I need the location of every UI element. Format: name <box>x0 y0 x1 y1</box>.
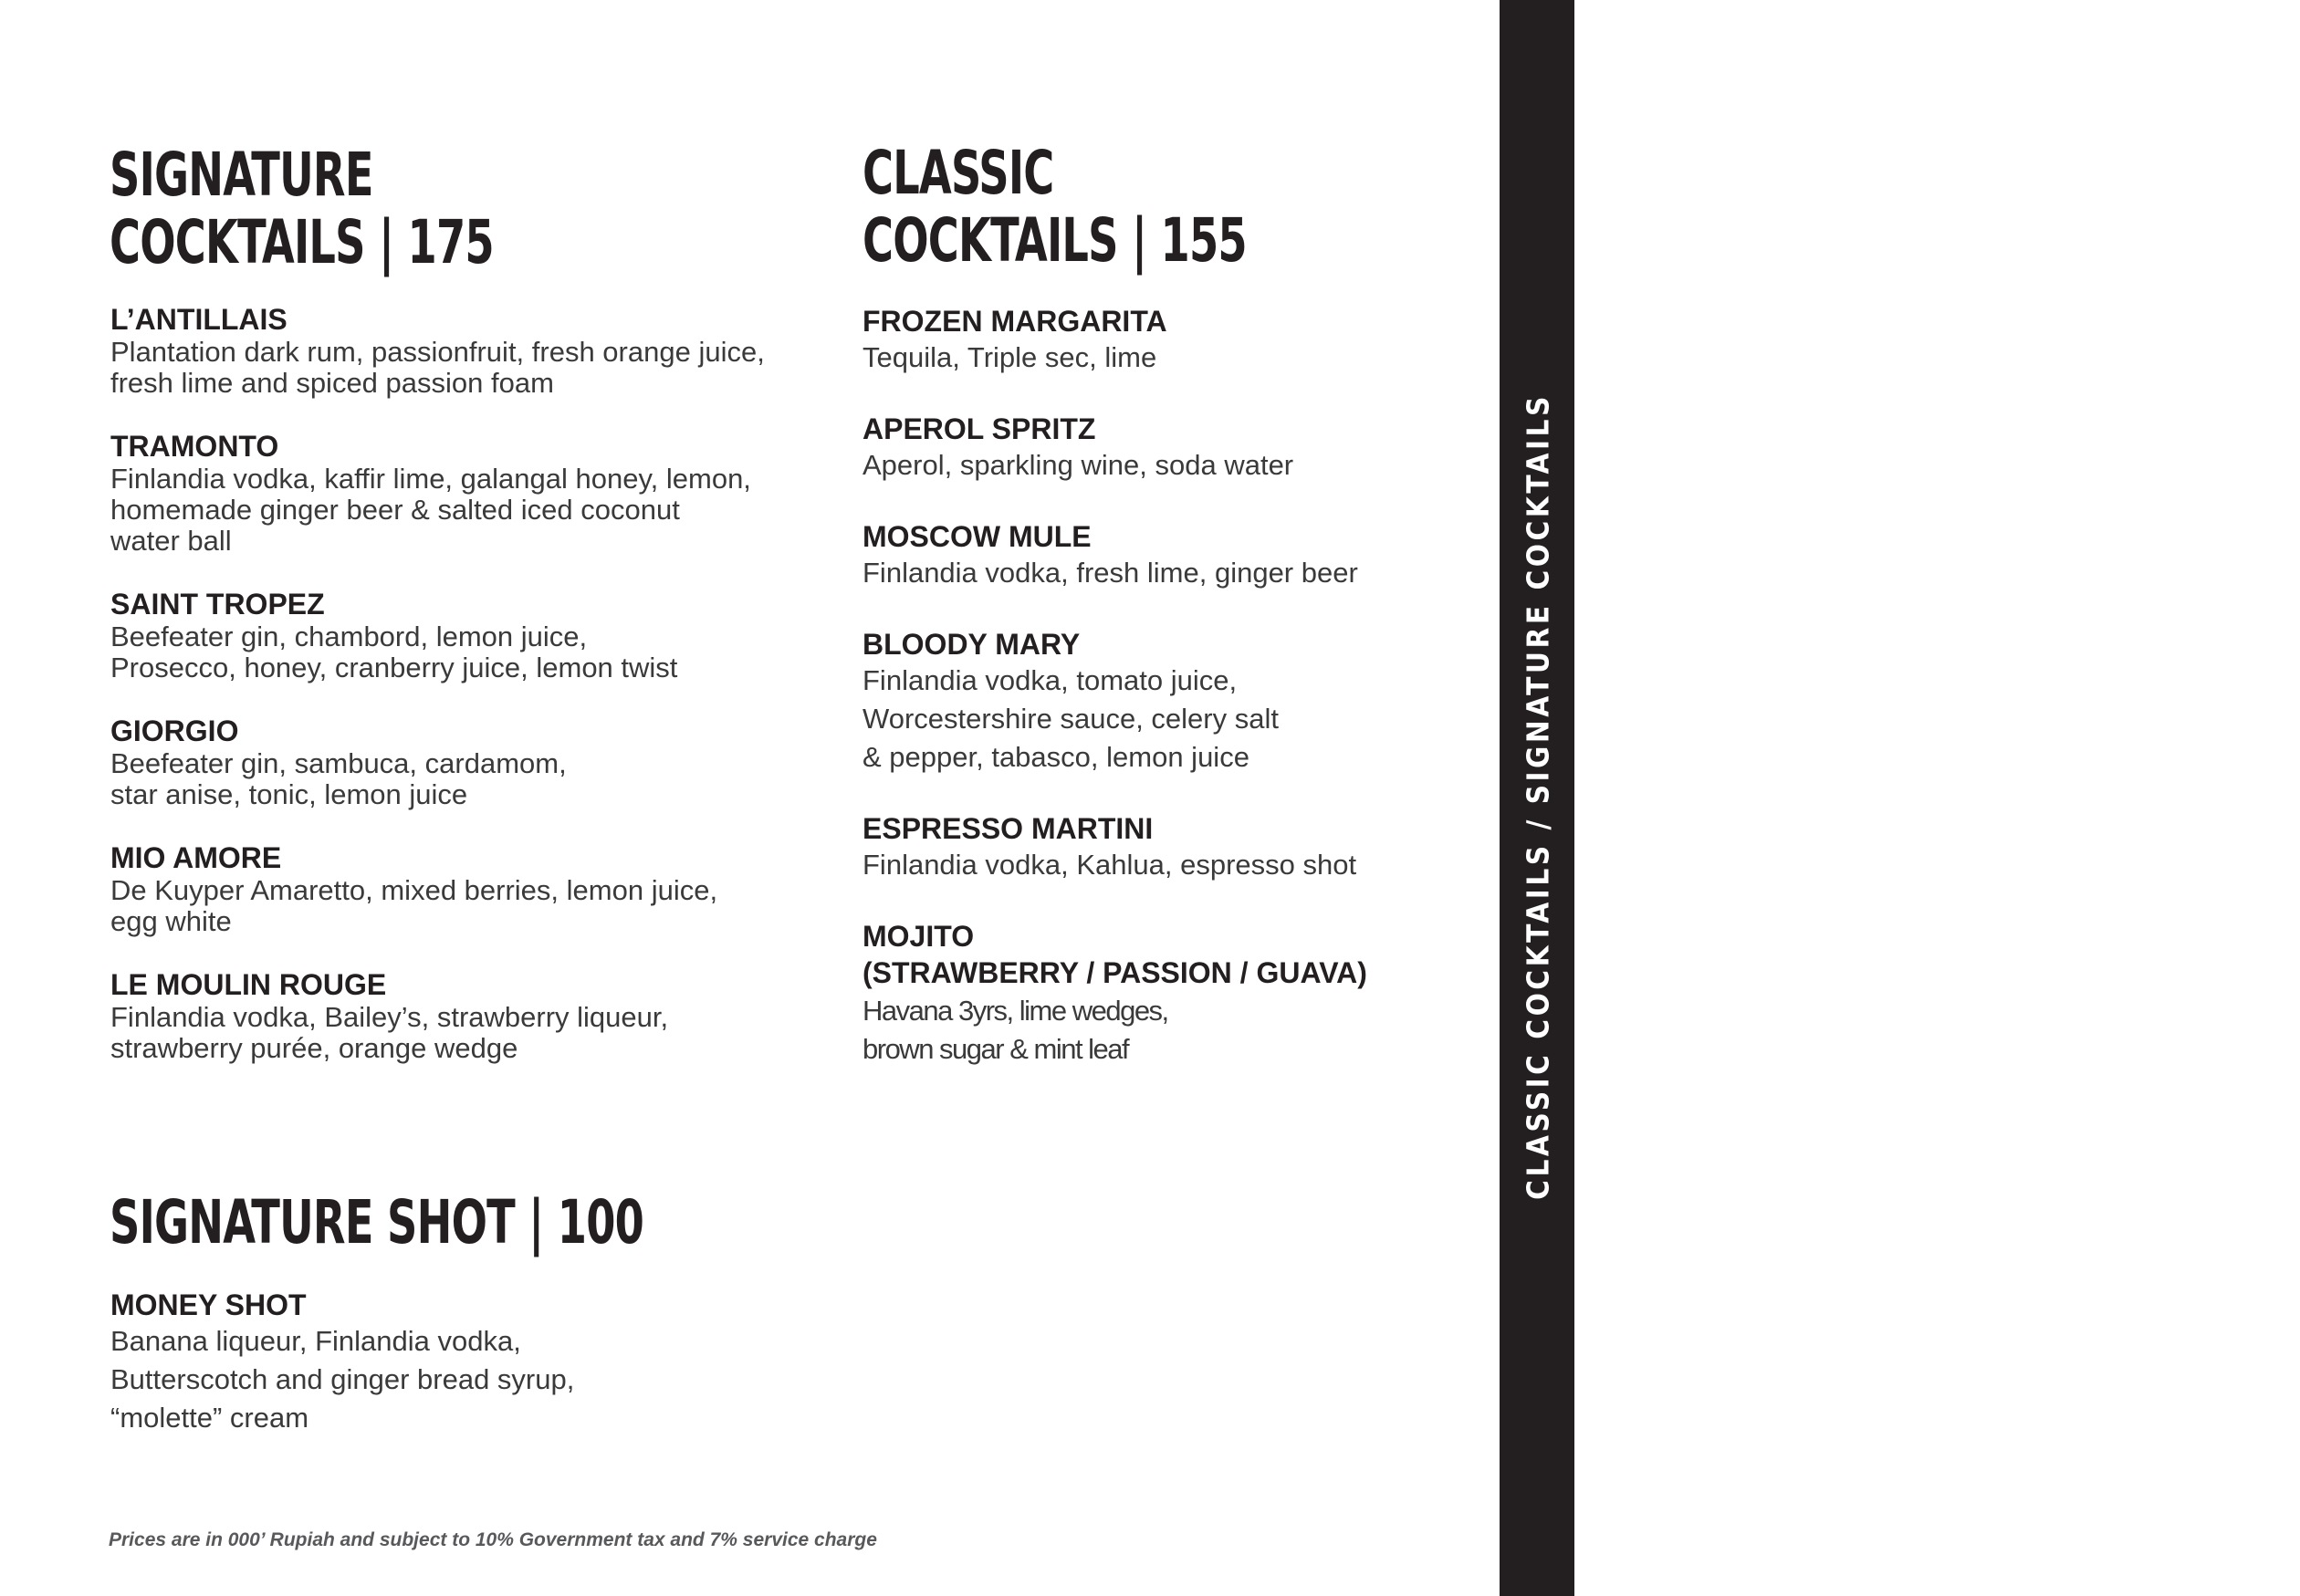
classic-cocktails-title-line1: CLASSIC <box>862 138 1054 208</box>
menu-item <box>110 968 822 1064</box>
signature-shot-list <box>110 1288 822 1437</box>
menu-item-description <box>862 446 1501 485</box>
description-line: Prosecco, honey, cranberry juice, lemon twist <box>110 652 678 683</box>
menu-item-name: ESPRESSO MARTINI <box>862 812 1154 845</box>
menu-item-name: LE MOULIN ROUGE <box>110 968 387 1001</box>
description-line: Finlandia vodka, tomato juice, <box>862 664 1238 696</box>
description-line: & pepper, tabasco, lemon juice <box>862 741 1249 773</box>
menu-item <box>862 520 1501 592</box>
menu-item <box>862 412 1501 485</box>
menu-item-name: MOSCOW MULE <box>862 520 1092 553</box>
signature-shot-heading <box>110 1189 643 1257</box>
description-line: homemade ginger beer & salted iced coconut <box>110 494 680 526</box>
menu-item-name-variants: (STRAWBERRY / PASSION / GUAVA) <box>862 956 1367 989</box>
menu-item <box>110 303 822 399</box>
menu-item-name: L’ANTILLAIS <box>110 303 288 336</box>
menu-item-name: APEROL SPRITZ <box>862 412 1096 445</box>
description-line: Havana 3yrs, lime wedges, <box>862 995 1168 1027</box>
menu-item <box>110 588 822 683</box>
classic-cocktails-heading <box>862 140 1247 275</box>
menu-item-description <box>862 662 1501 777</box>
signature-cocktails-title-line1: SIGNATURE <box>110 140 373 210</box>
description-line: Finlandia vodka, Kahlua, espresso shot <box>862 849 1357 881</box>
menu-item-description <box>110 1002 822 1064</box>
description-line: Tequila, Triple sec, lime <box>862 341 1157 373</box>
classic-cocktails-list <box>862 305 1501 1104</box>
menu-item-description <box>110 621 822 683</box>
description-line: Butterscotch and ginger bread syrup, <box>110 1363 575 1395</box>
description-line: Beefeater gin, sambuca, cardamom, <box>110 747 567 779</box>
menu-item <box>110 1288 822 1437</box>
description-line: Finlandia vodka, kaffir lime, galangal honey, lemon, <box>110 463 751 495</box>
menu-item-description <box>110 875 822 937</box>
price-footnote: Prices are in 000’ Rupiah and subject to 10% Government tax and 7% service charge <box>109 1529 877 1550</box>
description-line: Finlandia vodka, Bailey’s, strawberry liqueur, <box>110 1001 669 1033</box>
description-line: Beefeater gin, chambord, lemon juice, <box>110 621 588 652</box>
description-line: “molette” cream <box>110 1402 309 1434</box>
side-section-label: CLASSIC COCKTAILS / SIGNATURE COCKTAILS <box>1520 393 1556 1200</box>
description-line: egg white <box>110 905 232 937</box>
signature-cocktails-title-line2: COCKTAILS | 175 <box>110 207 494 277</box>
menu-item-name: MIO AMORE <box>110 841 282 874</box>
description-line: fresh lime and spiced passion foam <box>110 367 554 399</box>
description-line: strawberry purée, orange wedge <box>110 1032 518 1064</box>
menu-item <box>862 628 1501 777</box>
description-line: Worcestershire sauce, celery salt <box>862 703 1279 735</box>
menu-item <box>862 812 1501 884</box>
description-line: star anise, tonic, lemon juice <box>110 778 468 810</box>
menu-item <box>862 305 1501 377</box>
description-line: Finlandia vodka, fresh lime, ginger beer <box>862 557 1358 589</box>
description-line: Plantation dark rum, passionfruit, fresh orange juice, <box>110 336 765 368</box>
menu-item-name: BLOODY MARY <box>862 628 1081 661</box>
signature-cocktails-heading <box>110 141 494 276</box>
menu-item-description <box>110 748 822 810</box>
description-line: Aperol, sparkling wine, soda water <box>862 449 1294 481</box>
menu-item-name: MONEY SHOT <box>110 1288 307 1321</box>
description-line: brown sugar & mint leaf <box>862 1033 1129 1065</box>
menu-item-description <box>862 992 1501 1069</box>
menu-item-name: MOJITO <box>862 920 975 953</box>
menu-item-name: SAINT TROPEZ <box>110 588 325 621</box>
menu-item <box>110 430 822 557</box>
menu-item-description <box>862 339 1501 377</box>
menu-item-description <box>862 554 1501 592</box>
classic-cocktails-title-line2: COCKTAILS | 155 <box>862 205 1247 276</box>
menu-item <box>110 715 822 810</box>
menu-item-description <box>110 1322 822 1437</box>
menu-item-description <box>110 337 822 399</box>
description-line: Banana liqueur, Finlandia vodka, <box>110 1325 521 1357</box>
signature-cocktails-list <box>110 303 822 1095</box>
menu-item-name: TRAMONTO <box>110 430 279 463</box>
menu-item-name: FROZEN MARGARITA <box>862 305 1167 338</box>
menu-item <box>110 841 822 937</box>
description-line: water ball <box>110 525 232 557</box>
signature-shot-title: SIGNATURE SHOT | 100 <box>110 1187 644 1257</box>
menu-item <box>862 920 1501 1069</box>
menu-item-name: GIORGIO <box>110 715 239 747</box>
description-line: De Kuyper Amaretto, mixed berries, lemon juice, <box>110 874 718 906</box>
menu-item-description <box>110 464 822 557</box>
menu-item-description <box>862 846 1501 884</box>
